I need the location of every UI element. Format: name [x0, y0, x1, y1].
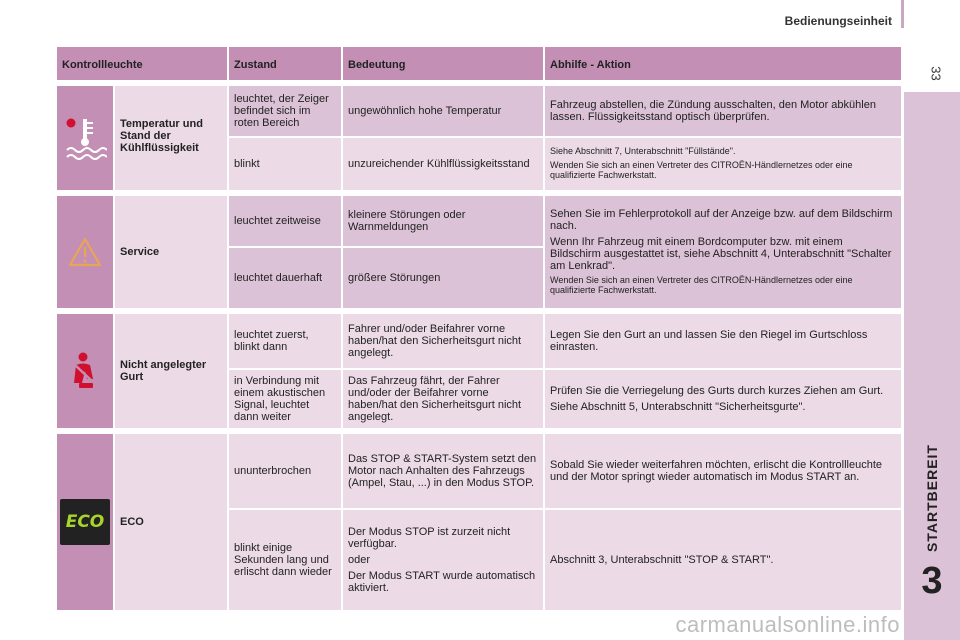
header-bedeutung: Bedeutung — [343, 47, 545, 80]
table-group-coolant — [57, 86, 901, 190]
action-cell — [545, 196, 901, 308]
state-cell: blinkt — [229, 138, 343, 190]
table-header — [57, 47, 901, 80]
section-label — [908, 438, 956, 558]
page-number: 33 — [928, 66, 944, 81]
icon-cell — [57, 314, 115, 428]
table-group-service — [57, 196, 901, 308]
meaning-cell: unzureichender Kühlflüssigkeitsstand — [343, 138, 545, 190]
eco-icon-text: ECO — [65, 512, 105, 532]
meaning-cell: größere Störungen — [343, 248, 545, 308]
meaning-cell: Fahrer und/oder Beifahrer vorne haben/hat den Sicherheitsgurt nicht angelegt. — [343, 314, 545, 368]
table-row — [229, 434, 901, 510]
state-cell: leuchtet dauerhaft — [229, 248, 343, 308]
seatbelt-icon — [67, 351, 103, 391]
table-row — [229, 196, 545, 248]
action-text: Sehen Sie im Fehlerprotokoll auf der Anzeige bzw. auf dem Bildschirm nach. — [550, 207, 893, 232]
service-state-meaning — [229, 196, 545, 308]
state-cell: blinkt einige Sekunden lang und erlischt dann wieder — [229, 510, 343, 610]
page-header-title: Bedienungseinheit — [784, 14, 892, 28]
chapter-number: 3 — [921, 560, 943, 602]
action-text: Fahrzeug abstellen, die Zündung ausschalten, den Motor abkühlen lassen. Flüssigkeitsstand optisch überprüfen. — [550, 98, 876, 123]
watermark: carmanualsonline.info — [675, 612, 900, 637]
icon-cell — [57, 86, 115, 190]
coolant-temperature-icon — [63, 115, 107, 161]
service-rows — [229, 196, 901, 308]
action-text: Abschnitt 3, Unterabschnitt "STOP & START". — [550, 553, 774, 566]
table-group-seatbelt — [57, 314, 901, 428]
state-cell: ununterbrochen — [229, 434, 343, 508]
warning-lights-table — [57, 47, 901, 610]
action-text: Prüfen Sie die Verriegelung des Gurts durch kurzes Ziehen am Gurt. — [550, 384, 884, 397]
group-rows — [229, 434, 901, 610]
group-rows — [229, 86, 901, 190]
table-group-eco — [57, 434, 901, 610]
action-text: Siehe Abschnitt 7, Unterabschnitt "Füllstände". — [550, 146, 736, 157]
section-label-text: STARTBEREIT — [924, 444, 940, 552]
state-cell: leuchtet zeitweise — [229, 196, 343, 246]
action-text: Legen Sie den Gurt an und lassen Sie den Riegel im Gurtschloss einrasten. — [550, 328, 868, 353]
group-rows — [229, 314, 901, 428]
table-row — [229, 86, 901, 138]
action-text: Wenn Ihr Fahrzeug mit einem Bordcomputer bzw. mit einem Bildschirm ausgestattet ist, siehe Abschnitt 4, Unterabschnitt "Schalter am Lenkrad". — [550, 236, 892, 273]
action-cell — [545, 138, 901, 190]
table-row — [229, 138, 901, 190]
header-zustand: Zustand — [229, 47, 343, 80]
action-text: Wenden Sie sich an einen Vertreter des CITROËN-Händlernetzes oder eine qualifizierte Fachwerkstatt. — [550, 160, 853, 180]
warning-name: ECO — [115, 434, 229, 610]
table-row — [229, 314, 901, 370]
table-row — [229, 510, 901, 610]
action-cell — [545, 510, 901, 610]
meaning-cell — [343, 510, 545, 610]
header-abhilfe: Abhilfe - Aktion — [550, 59, 631, 71]
action-text: Wenden Sie sich an einen Vertreter des CITROËN-Händlernetzes oder eine qualifizierte Fachwerkstatt. — [550, 275, 853, 296]
table-row — [229, 248, 545, 308]
header-rule — [901, 0, 904, 28]
meaning-text: oder — [348, 553, 371, 566]
meaning-text: Der Modus START wurde automatisch aktiviert. — [348, 570, 536, 595]
eco-icon — [60, 499, 110, 545]
state-cell: in Verbindung mit einem akustischen Signal, leuchtet dann weiter — [229, 370, 343, 428]
service-warning-icon — [68, 237, 102, 267]
warning-name: Service — [115, 196, 229, 308]
action-text: Sobald Sie wieder weiterfahren möchten, erlischt die Kontrollleuchte und der Motor springt wieder automatisch im Modus START an. — [550, 458, 883, 483]
meaning-cell: Das Fahrzeug fährt, der Fahrer und/oder der Beifahrer vorne haben/hat den Sicherheitsgurt nicht angelegt. — [343, 370, 545, 428]
action-cell — [545, 86, 901, 136]
meaning-cell: Das STOP & START-System setzt den Motor nach Anhalten des Fahrzeugs (Ampel, Stau, ...) in den Modus STOP. — [343, 434, 545, 508]
meaning-cell: kleinere Störungen oder Warnmeldungen — [343, 196, 545, 246]
action-cell — [545, 370, 901, 428]
icon-cell — [57, 196, 115, 308]
meaning-cell: ungewöhnlich hohe Temperatur — [343, 86, 545, 136]
action-cell — [545, 434, 901, 508]
group-rows — [229, 196, 901, 308]
table-row — [229, 370, 901, 428]
icon-cell — [57, 434, 115, 610]
warning-name: Nicht angelegter Gurt — [115, 314, 229, 428]
header-kontrollleuchte: Kontrollleuchte — [57, 47, 229, 80]
meaning-text: Der Modus STOP ist zurzeit nicht verfügbar. — [348, 525, 511, 550]
action-cell — [545, 314, 901, 368]
state-cell: leuchtet, der Zeiger befindet sich im roten Bereich — [229, 86, 343, 136]
action-text: Siehe Abschnitt 5, Unterabschnitt "Sicherheitsgurte". — [550, 401, 806, 413]
warning-name: Temperatur und Stand der Kühlflüssigkeit — [115, 86, 229, 190]
state-cell: leuchtet zuerst, blinkt dann — [229, 314, 343, 368]
